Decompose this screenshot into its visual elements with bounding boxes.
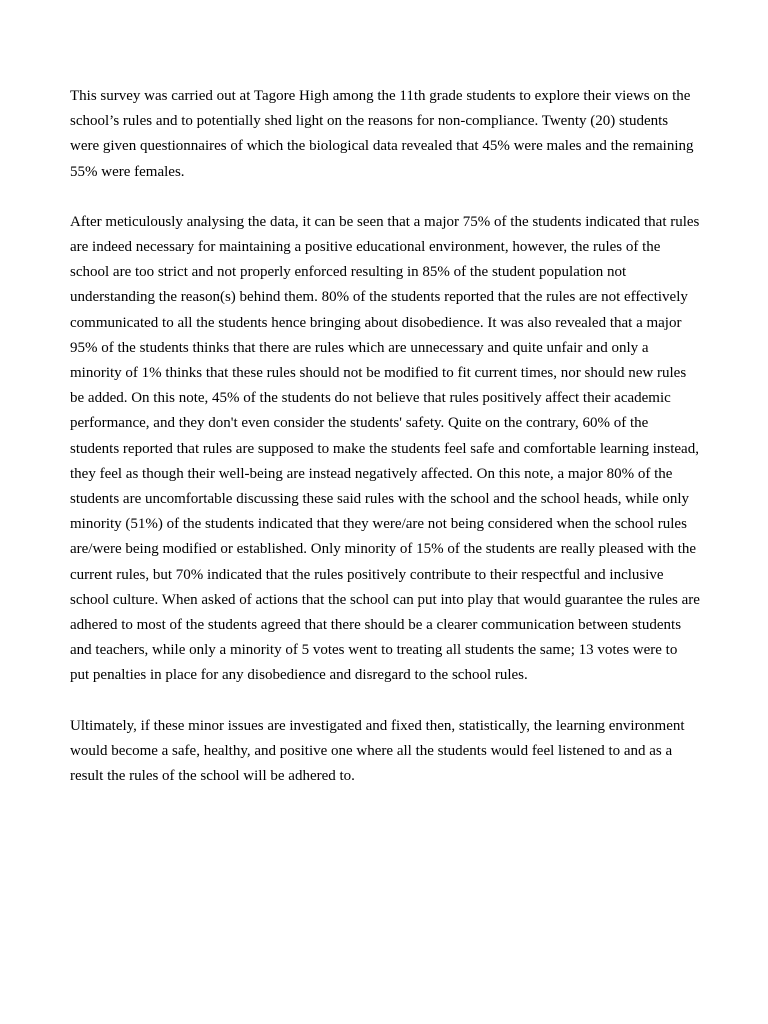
paragraph-findings: After meticulously analysing the data, it can be seen that a major 75% of the students indicated that rules are indeed necessary for maintaining a positive educational environment, however, the rules of the school are too strict and not properly enforced resulting in 85% of the student population not understanding the reason(s) behind them. 80% of the students reported that the rules are not effectively communicated to all the students hence bringing about disobedience. It was also revealed that a major 95% of the students thinks that there are rules which are unnecessary and quite unfair and only a minority of 1% thinks that these rules should not be modified to fit current times, nor should new rules be added. On this note, 45% of the students do not believe that rules positively affect their academic performance, and they don't even consider the students' safety. Quite on the contrary, 60% of the students reported that rules are supposed to make the students feel safe and comfortable learning instead, they feel as though their well-being are instead negatively affected. On this note, a major 80% of the students are uncomfortable discussing these said rules with the school and the school heads, while only minority (51%) of the students indicated that they were/are not being considered when the school rules are/were being modified or established. Only minority of 15% of the students are really pleased with the current rules, but 70% indicated that the rules positively contribute to their respectful and inclusive school culture. When asked of actions that the school can put into play that would guarantee the rules are adhered to most of the students agreed that there should be a clearer communication between students and teachers, while only a minority of 5 votes went to treating all students the same; 13 votes were to put penalties in place for any disobedience and disregard to the school rules. — [70, 213, 700, 684]
paragraph-conclusion: Ultimately, if these minor issues are investigated and fixed then, statistically, the learning environment would become a safe, healthy, and positive one where all the students would feel listened to and as a result the rules of the school will be adhered to. — [70, 717, 685, 785]
document-body — [70, 84, 700, 814]
paragraph-introduction: This survey was carried out at Tagore High among the 11th grade students to explore their views on the school’s rules and to potentially shed light on the reasons for non-compliance. Twenty (20) students were given questionnaires of which the biological data revealed that 45% were males and the remaining 55% were females. — [70, 88, 694, 180]
